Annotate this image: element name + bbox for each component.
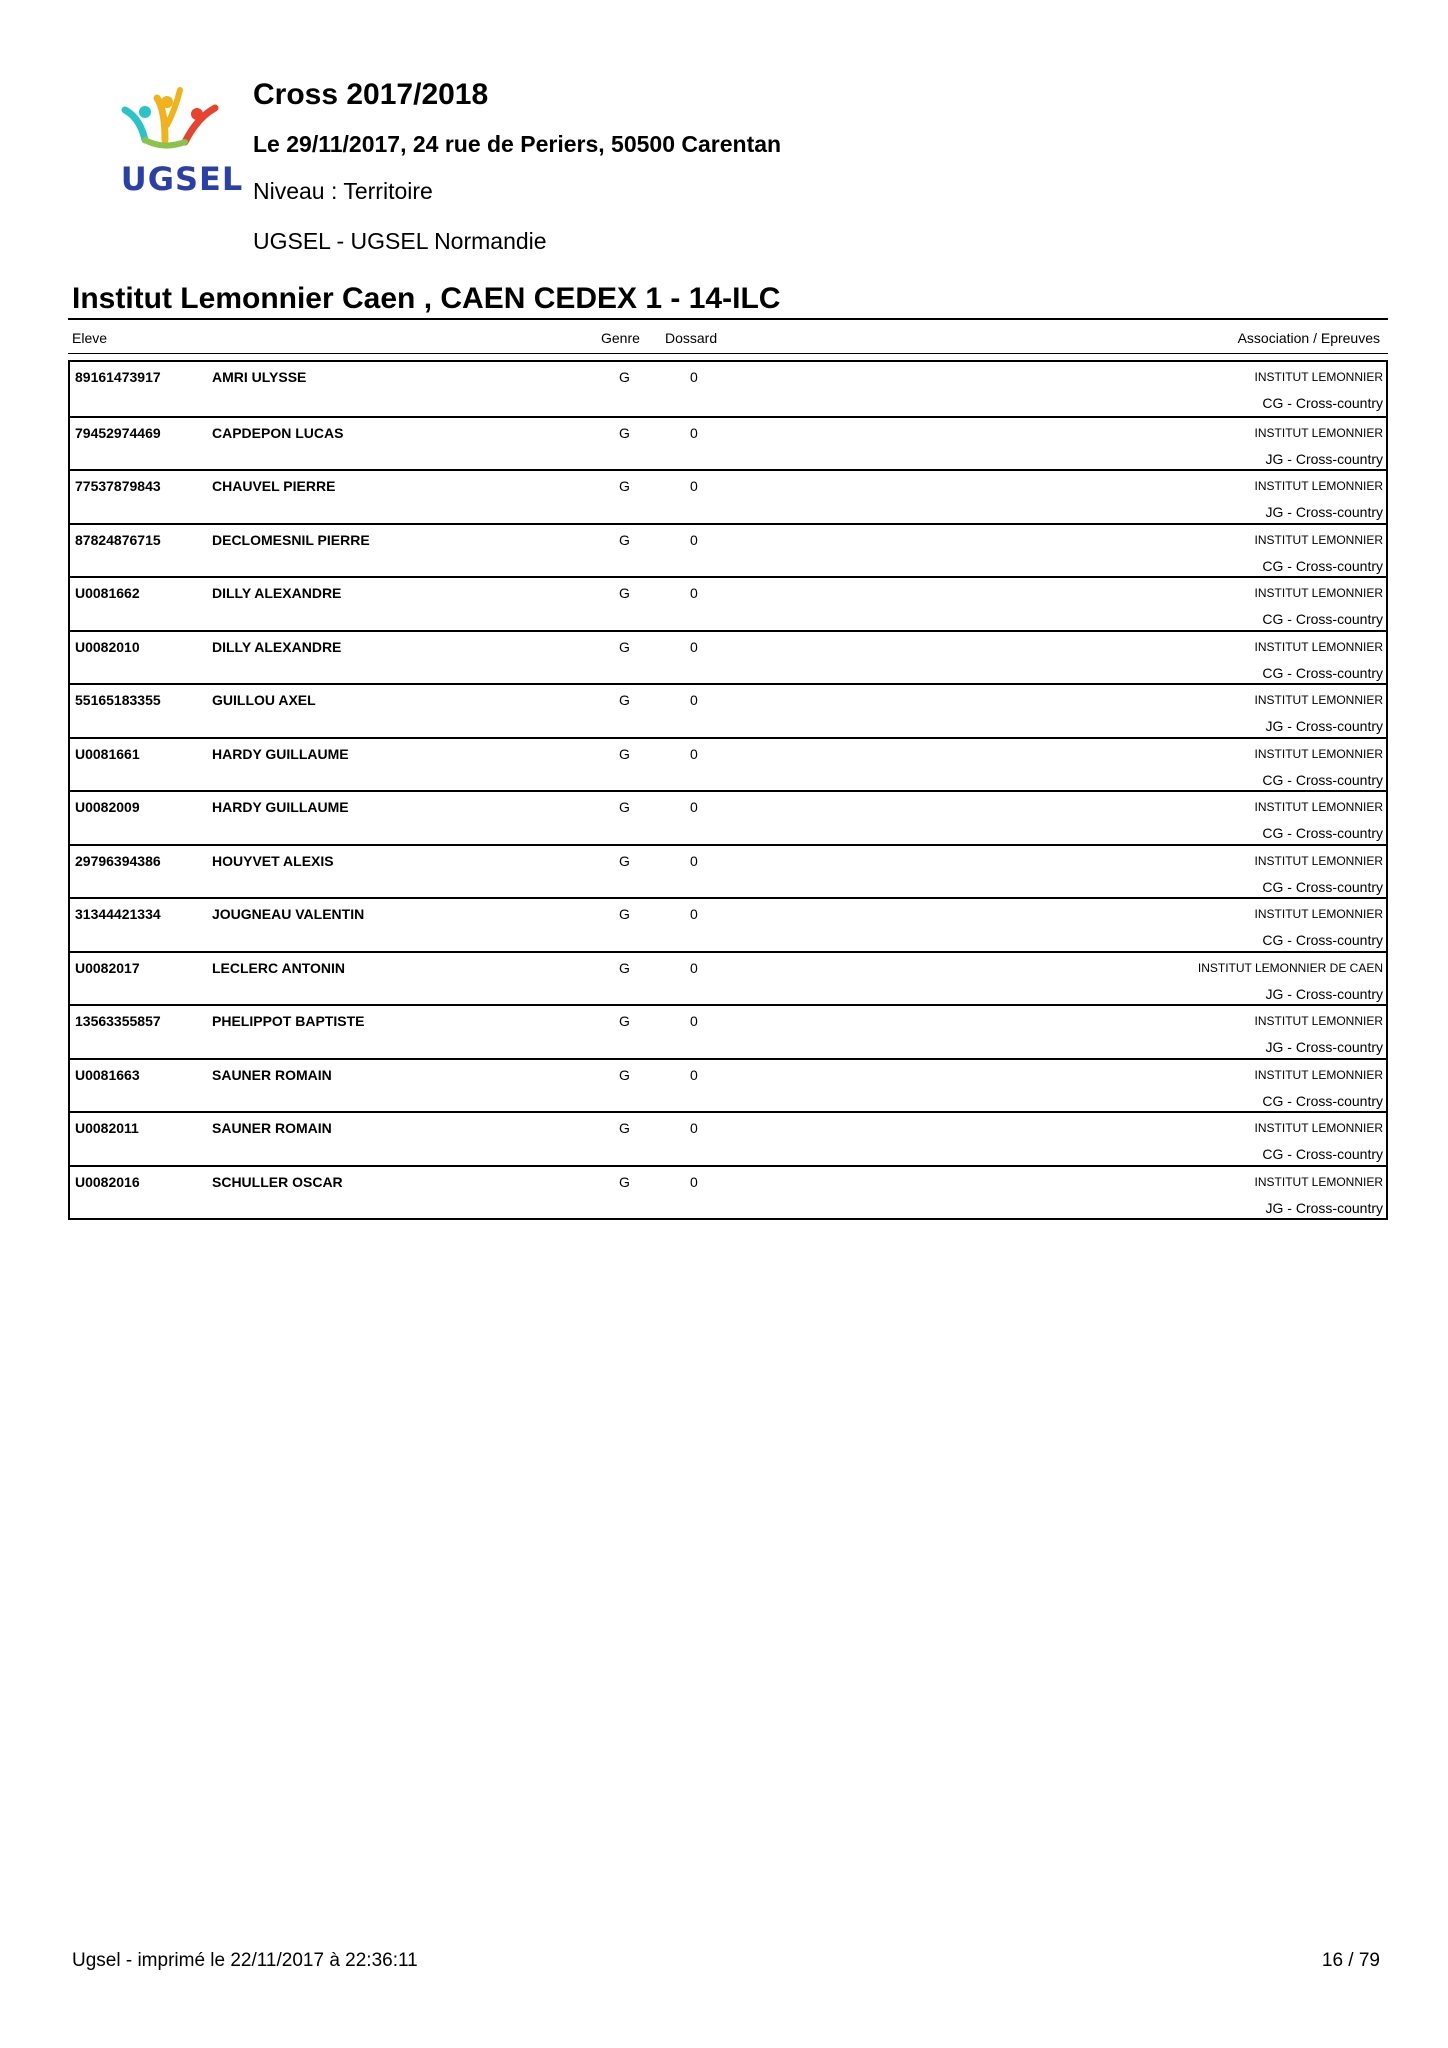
- student-id: 13563355857: [75, 1013, 161, 1029]
- table-row: [70, 683, 1386, 737]
- student-name: SAUNER ROMAIN: [212, 1120, 332, 1136]
- table-row: [70, 844, 1386, 898]
- event-date-location: Le 29/11/2017, 24 rue de Periers, 50500 Carentan: [253, 131, 782, 157]
- student-association: INSTITUT LEMONNIER: [1254, 370, 1383, 384]
- student-name: HARDY GUILLAUME: [212, 799, 349, 815]
- student-name: DECLOMESNIL PIERRE: [212, 531, 370, 548]
- student-epreuve: CG - Cross-country: [1262, 771, 1383, 788]
- student-epreuve: CG - Cross-country: [1262, 664, 1383, 681]
- column-header-dossard: Dossard: [665, 330, 718, 346]
- student-name: PHELIPPOT BAPTISTE: [212, 1013, 365, 1029]
- student-genre: G: [619, 638, 630, 655]
- student-epreuve: JG - Cross-country: [1265, 504, 1383, 520]
- student-name: SCHULLER OSCAR: [212, 1173, 343, 1190]
- student-name: JOUGNEAU VALENTIN: [212, 906, 365, 922]
- column-header-genre: Genre: [601, 330, 640, 346]
- student-name: HARDY GUILLAUME: [212, 745, 349, 762]
- table-row: [70, 897, 1386, 951]
- student-id: 29796394386: [75, 852, 161, 869]
- student-genre: G: [619, 531, 630, 548]
- table-row: [70, 1165, 1386, 1219]
- student-association: INSTITUT LEMONNIER: [1254, 1174, 1383, 1189]
- student-dossard: 0: [690, 478, 698, 494]
- student-epreuve: CG - Cross-country: [1262, 611, 1383, 627]
- student-genre: G: [619, 799, 630, 815]
- student-name: AMRI ULYSSE: [212, 369, 307, 385]
- event-level: Niveau : Territoire: [253, 178, 433, 204]
- student-epreuve: JG - Cross-country: [1265, 985, 1383, 1002]
- student-association: INSTITUT LEMONNIER: [1254, 639, 1383, 654]
- student-association: INSTITUT LEMONNIER: [1254, 907, 1383, 921]
- students-table: [68, 360, 1388, 1220]
- student-epreuve: JG - Cross-country: [1265, 1199, 1383, 1216]
- table-row: [70, 1004, 1386, 1058]
- print-timestamp: Ugsel - imprimé le 22/11/2017 à 22:36:11: [72, 1950, 418, 1971]
- student-dossard: 0: [690, 959, 698, 976]
- student-association: INSTITUT LEMONNIER: [1254, 800, 1383, 814]
- student-dossard: 0: [690, 852, 698, 869]
- student-genre: G: [619, 852, 630, 869]
- table-row: [70, 1058, 1386, 1112]
- student-genre: G: [619, 906, 630, 922]
- logo-text: UGSEL: [120, 160, 244, 198]
- table-row: [70, 416, 1386, 470]
- table-row: [70, 630, 1386, 684]
- heading-divider: [68, 318, 1388, 320]
- student-epreuve: CG - Cross-country: [1262, 1092, 1383, 1109]
- student-id: U0082017: [75, 959, 140, 976]
- student-epreuve: CG - Cross-country: [1262, 1146, 1383, 1162]
- student-dossard: 0: [690, 1120, 698, 1136]
- student-genre: G: [619, 745, 630, 762]
- student-epreuve: CG - Cross-country: [1262, 557, 1383, 574]
- event-title: Cross 2017/2018: [253, 78, 489, 111]
- student-association: INSTITUT LEMONNIER: [1254, 746, 1383, 761]
- student-epreuve: JG - Cross-country: [1265, 718, 1383, 734]
- student-genre: G: [619, 369, 630, 385]
- student-epreuve: CG - Cross-country: [1262, 825, 1383, 841]
- school-heading: Institut Lemonnier Caen , CAEN CEDEX 1 - 14-ILC: [72, 282, 781, 315]
- student-name: DILLY ALEXANDRE: [212, 638, 342, 655]
- student-id: U0082010: [75, 638, 140, 655]
- student-genre: G: [619, 424, 630, 441]
- student-dossard: 0: [690, 1013, 698, 1029]
- page-number: 16 / 79: [1321, 1950, 1380, 1971]
- student-dossard: 0: [690, 638, 698, 655]
- table-row: [70, 576, 1386, 630]
- student-genre: G: [619, 959, 630, 976]
- student-association: INSTITUT LEMONNIER: [1254, 853, 1383, 868]
- student-association: INSTITUT LEMONNIER: [1254, 586, 1383, 600]
- student-dossard: 0: [690, 1173, 698, 1190]
- student-dossard: 0: [690, 369, 698, 385]
- student-association: INSTITUT LEMONNIER: [1254, 1121, 1383, 1135]
- student-dossard: 0: [690, 1066, 698, 1083]
- student-association: INSTITUT LEMONNIER: [1254, 1067, 1383, 1082]
- student-id: U0082009: [75, 799, 140, 815]
- student-association: INSTITUT LEMONNIER: [1254, 532, 1383, 547]
- column-header-association: Association / Epreuves: [1237, 330, 1380, 346]
- student-epreuve: CG - Cross-country: [1262, 932, 1383, 948]
- student-dossard: 0: [690, 906, 698, 922]
- student-name: LECLERC ANTONIN: [212, 959, 345, 976]
- table-row: [70, 737, 1386, 791]
- student-association: INSTITUT LEMONNIER: [1254, 479, 1383, 493]
- student-genre: G: [619, 692, 630, 708]
- student-id: 87824876715: [75, 531, 161, 548]
- student-dossard: 0: [690, 585, 698, 601]
- column-header-divider: [68, 353, 1388, 354]
- student-dossard: 0: [690, 531, 698, 548]
- student-name: HOUYVET ALEXIS: [212, 852, 334, 869]
- table-row: [70, 469, 1386, 523]
- table-row: [70, 362, 1386, 416]
- student-epreuve: JG - Cross-country: [1265, 450, 1383, 467]
- student-dossard: 0: [690, 799, 698, 815]
- student-epreuve: CG - Cross-country: [1262, 395, 1383, 411]
- student-id: U0082016: [75, 1173, 140, 1190]
- student-genre: G: [619, 585, 630, 601]
- table-row: [70, 790, 1386, 844]
- student-dossard: 0: [690, 745, 698, 762]
- student-epreuve: CG - Cross-country: [1262, 878, 1383, 895]
- student-id: 31344421334: [75, 906, 161, 922]
- student-genre: G: [619, 1066, 630, 1083]
- student-dossard: 0: [690, 692, 698, 708]
- student-id: U0081662: [75, 585, 140, 601]
- student-name: DILLY ALEXANDRE: [212, 585, 342, 601]
- student-id: U0081663: [75, 1066, 140, 1083]
- student-epreuve: JG - Cross-country: [1265, 1039, 1383, 1055]
- student-genre: G: [619, 1120, 630, 1136]
- student-name: CHAUVEL PIERRE: [212, 478, 336, 494]
- student-genre: G: [619, 1013, 630, 1029]
- student-name: CAPDEPON LUCAS: [212, 424, 344, 441]
- student-association: INSTITUT LEMONNIER: [1254, 1014, 1383, 1028]
- student-genre: G: [619, 1173, 630, 1190]
- column-header-eleve: Eleve: [72, 330, 108, 346]
- student-association: INSTITUT LEMONNIER DE CAEN: [1197, 960, 1383, 975]
- ugsel-logo: [105, 80, 245, 210]
- student-genre: G: [619, 478, 630, 494]
- event-organisation: UGSEL - UGSEL Normandie: [253, 228, 547, 254]
- student-id: 79452974469: [75, 424, 161, 441]
- student-name: GUILLOU AXEL: [212, 692, 316, 708]
- table-row: [70, 523, 1386, 577]
- table-row: [70, 1111, 1386, 1165]
- student-id: 55165183355: [75, 692, 161, 708]
- ugsel-figures-icon: [105, 80, 245, 160]
- student-dossard: 0: [690, 424, 698, 441]
- student-association: INSTITUT LEMONNIER: [1254, 425, 1383, 440]
- student-name: SAUNER ROMAIN: [212, 1066, 332, 1083]
- student-id: 89161473917: [75, 369, 161, 385]
- student-id: 77537879843: [75, 478, 161, 494]
- student-id: U0082011: [75, 1120, 139, 1136]
- table-row: [70, 951, 1386, 1005]
- student-association: INSTITUT LEMONNIER: [1254, 693, 1383, 707]
- student-id: U0081661: [75, 745, 140, 762]
